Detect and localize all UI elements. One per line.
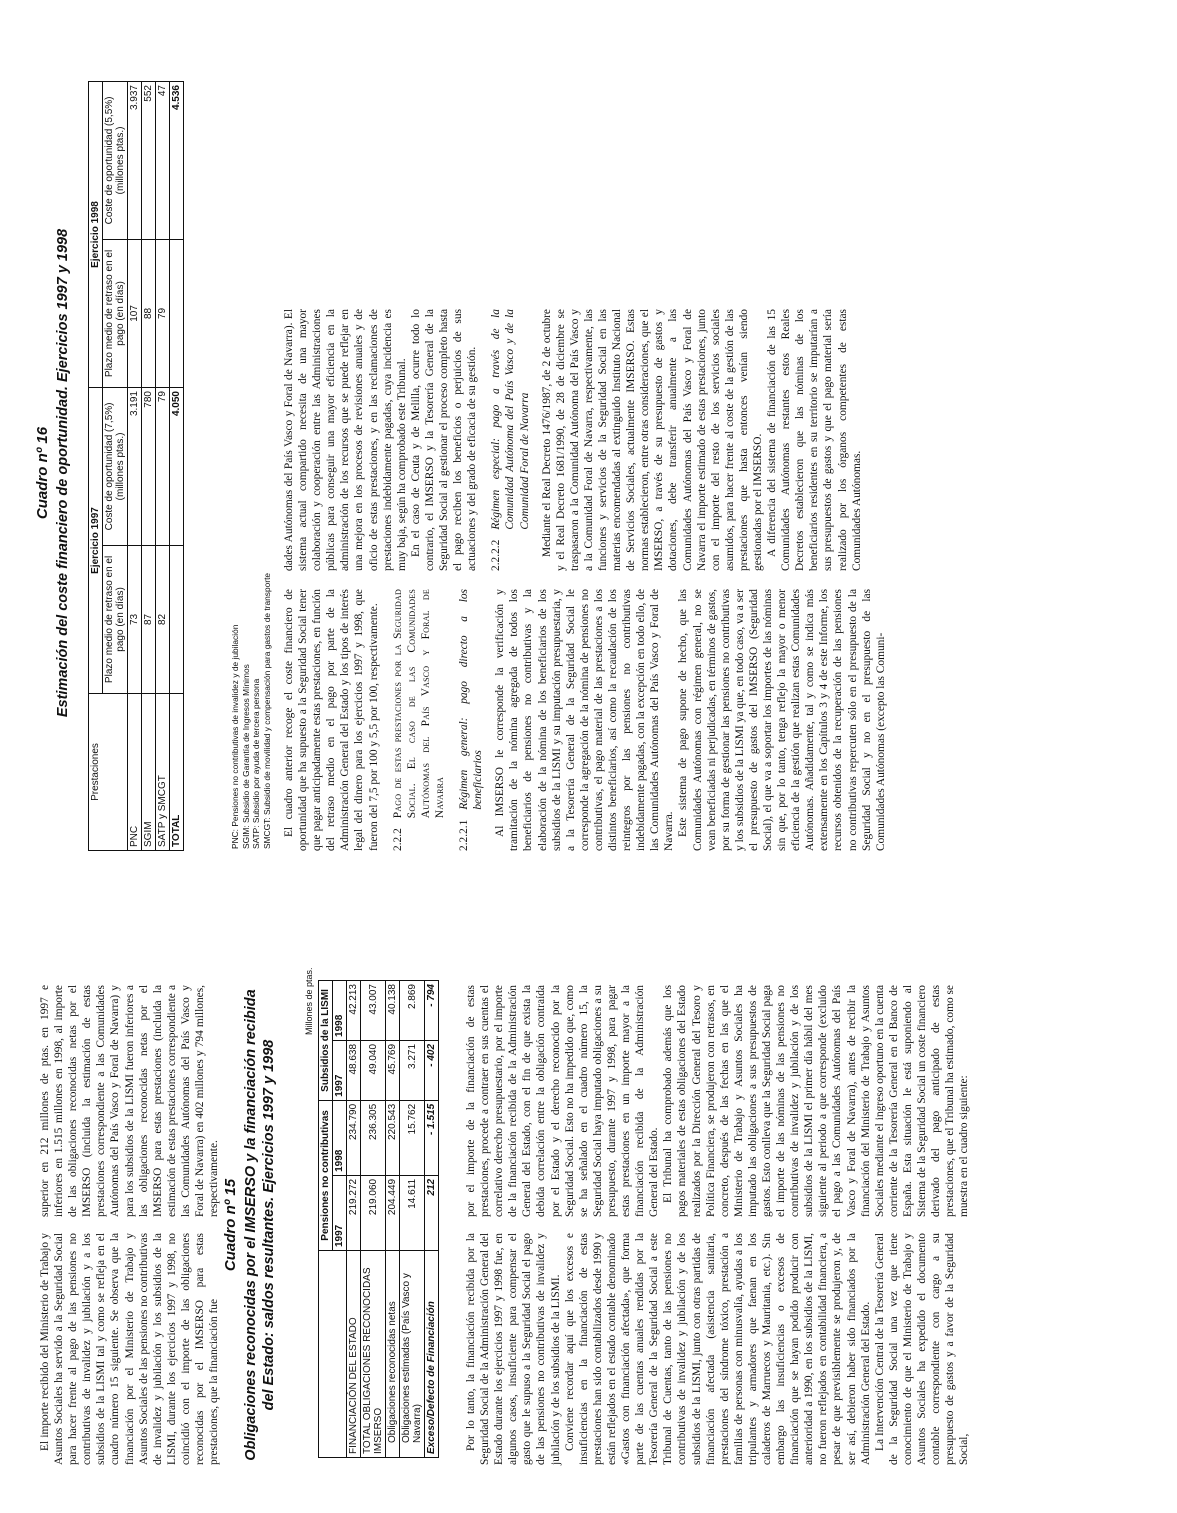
table-notes: PNC: Pensiones no contributivas de invalidez y de jubilación SGIM: Subsidio de Garantía de Ingresos Mínimos SATP: Subsidio por ayuda de tercera persona SMCGT: Subsidio de movilidad y compensación para gastos de transporte bbox=[230, 572, 272, 849]
text-column-1 bbox=[38, 1233, 221, 1465]
sub-header: Coste de oportunidad (5,5%) (millones ptas.) bbox=[103, 82, 128, 240]
group-header: Pensiones no contributivas bbox=[319, 1100, 333, 1250]
group-header: Ejercicio 1997 bbox=[89, 388, 103, 694]
paragraph: por el importe de la financiación de estas prestaciones, procede a contraer en sus cuentas el correlativo derecho presupuestario, por el importe de la financiación recibida de la Administración General del Estado, con el fin de que exista la debida correlación entre la obligación contraída por el Estado y el derecho reconocido por la Seguridad Social. Esto no ha impedido que, como se ha señalado en el cuadro número 15, la Seguridad Social haya imputado obligaciones a su presupuesto, durante 1997 y 1998, para pagar estas prestaciones en un importe mayor a la financiación recibida de la Administración General del Estado. bbox=[465, 985, 661, 1217]
cuadro15-table bbox=[318, 980, 439, 1458]
paragraph: El Tribunal ha comprobado además que los pagos materiales de estas obligaciones del Estado realizados por la Dirección General del Tesoro y Política Financiera, se produjeron con retrasos, en concreto, después de las fechas en las que el Ministerio de Trabajo y Asuntos Sociales ha imputado las obligaciones a sus presupuestos de gastos. Esto conlleva que la Seguridad Social paga el importe de las nóminas de las pensiones no contributivas de invalidez y jubilación y de los subsidios de la LISMI el primer día hábil del mes siguiente al periodo a que corresponde (excluido el pago a las Comunidades Autónomas del País Vasco y Foral de Navarra), antes de recibir la financiación del Ministerio de Trabajo y Asuntos Sociales mediante el ingreso oportuno en la cuenta corriente de la Tesorería General en el Banco de España. Esta situación le está suponiendo al Sistema de la Seguridad Social un coste financiero derivado del pago anticipado de estas prestaciones, que el Tribunal ha estimado, como se muestra en el cuadro siguiente: bbox=[662, 985, 971, 1217]
paragraph: Mediante el Real Decreto 1476/1987, de 2 de octubre y el Real Decreto 1681/1990, de 28 de diciembre se traspasaron a la Comunidad Autónoma del País Vasco y a la Comunidad Foral de Navarra, respectivamente, las funciones y servicios de la Seguridad Social en las materias encomendadas al extinguido Instituto Nacional de Servicios Sociales, actualmente IMSERSO. Estas normas establecieron, entre otras consideraciones, que el IMSERSO, a través de su presupuesto de gastos y dotaciones, debe transferir anualmente a las Comunidades Autónomas del País Vasco y Foral de Navarra el importe estimado de estas prestaciones, junto con el importe del resto de los servicios sociales asumidos, para hacer frente al coste de la gestión de las prestaciones que hasta entonces venían siendo gestionadas por el IMSERSO. bbox=[540, 309, 764, 571]
table-row: Obligaciones reconocidas netas 204.449 220.543 45.769 40.138 bbox=[386, 981, 400, 1458]
text-column-2b bbox=[464, 985, 971, 1217]
table-caption: Obligaciones reconocidas por el IMSERSO y la financiación recibida del Estado: saldos resultantes. Ejercicios 1997 y 1998 bbox=[243, 989, 277, 1461]
sub-header: Coste de oportunidad (7,5%) (millones ptas.) bbox=[103, 388, 128, 546]
year-header: 1998 bbox=[333, 1100, 347, 1175]
text-column-3 bbox=[282, 589, 888, 851]
year-header: 1998 bbox=[333, 981, 347, 1041]
table-number: Cuadro nº 16 bbox=[34, 426, 51, 520]
paragraph: superior en 212 millones de ptas. en 1997 e inferiores en 1.515 millones en 1998, al importe de las obligaciones reconocidas netas por el IMSERSO (incluida la estimación de estas prestaciones correspondiente a las Comunidades Autónomas del País Vasco y Foral de Navarra) y para los subsidios de la LISMI fueron inferiores a las obligaciones reconocidas netas por el IMSERSO para estas prestaciones (incluida la estimación de estas prestaciones correspondiente a las Comunidades Autónomas del País Vasco y Foral de Navarra) en 402 millones y 794 millones, respectivamente. bbox=[39, 985, 221, 1217]
text-column-4 bbox=[282, 309, 864, 571]
paragraph: A diferencia del sistema de financiación de las 15 Comunidades Autónomas restantes estos Reales Decretos establecieron que las nóminas de los beneficiarios residentes en su territorio se imputarían a sus presupuestos de gastos y que el pago material sería realizado por los órganos competentes de estas Comunidades Autónomas. bbox=[766, 309, 863, 571]
year-header: 1997 bbox=[333, 1040, 347, 1100]
sub-header: Plazo medio de retraso en el pago (en días) bbox=[103, 239, 128, 387]
paragraph: El importe recibido del Ministerio de Trabajo y Asuntos Sociales ha servido a la Seguridad Social para hacer frente al pago de las pensiones no contributivas de invalidez y jubilación y a los subsidios de la LISMI tal y como se refleja en el cuadro número 15 siguiente. Se observa que la financiación por el Ministerio de Trabajo y Asuntos Sociales de las pensiones no contributivas de invalidez y jubilación y los subsidios de la LISMI, durante los ejercicios 1997 y 1998, no coincidió con el importe de las obligaciones reconocidas por el IMSERSO para estas prestaciones, que la financiación fue bbox=[39, 1233, 221, 1465]
col-header: Prestaciones bbox=[89, 694, 128, 851]
units-label: Millones de ptas. bbox=[304, 967, 314, 1035]
paragraph: Al IMSERSO le corresponde la verificación y tramitación de la nómina agregada de todos los beneficiarios de pensiones no contributivas y la elaboración de la nómina de los beneficiarios de los subsidios de la LISMI y su imputación presupuestaria, y a la Tesorería General de la Seguridad Social le corresponde la agregación de la nómina de pensiones no contributivas, el pago material de las prestaciones a los distintos beneficiarios, así como la recaudación de los reintegros por las pensiones no contributivas indebidamente pagadas, con la excepción en todo ello, de las Comunidades Autónomas del País Vasco y Foral de Navarra. bbox=[494, 589, 676, 851]
subsection-heading: 2.2.2.1 Régimen general: pago directo a los beneficiarios bbox=[458, 589, 485, 851]
paragraph: Conviene recordar aquí que los excesos e insuficiencias en la financiación de estas prestaciones han sido contabilizados desde 1990 y están reflejados en el estado contable denominado «Gastos con financiación afectada», que forma parte de las cuentas anuales rendidas por la Tesorería General de la Seguridad Social a este Tribunal de Cuentas, tanto de las pensiones no contributivas de invalidez y jubilación y de los subsidios de la LISMI, junto con otras partidas de financiación afectada (asistencia sanitaria, prestaciones del síndrome tóxico, prestación a familias de personas con minusvalía, ayudas a los tripulantes y armadores que faenan en los caladeros de Marruecos y Mauritania, etc.). Sin embargo las insuficiencias o excesos de financiación que se hayan podido producir con anterioridad a 1990, en los subsidios de la LISMI, no fueron reflejados en contabilidad financiera, a pesar de que previsiblemente se produjeron y, de ser así, debieron haber sido financiados por la Administración General del Estado. bbox=[563, 1233, 872, 1465]
table-row-total: Exceso/Defecto de Financiación 212 - 1.515 - 402 - 794 bbox=[425, 981, 439, 1458]
table-row: Obligaciones estimadas (País Vasco y Navarra) 14.611 15.762 3.271 2.869 bbox=[400, 981, 425, 1458]
paragraph: El cuadro anterior recoge el coste financiero de oportunidad que ha supuesto a la Seguridad Social tener que pagar anticipadamente estas prestaciones, en función del retraso medio en el pago por parte de la Administración General del Estado y los tipos de interés legal del dinero para los ejercicios 1997 y 1998, que fueron del 7,5 por 100 y 5,5 por 100, respectivamente. bbox=[283, 589, 380, 851]
section-heading: 2.2.2 Pago de estas prestaciones por la Seguridad Social. El caso de las Comunidades Autónomas del País Vasco y Foral de Navarra bbox=[391, 589, 446, 851]
text-column-2 bbox=[38, 985, 221, 1217]
paragraph: Este sistema de pago supone de hecho, que las Comunidades Autónomas con régimen general, no se vean beneficiadas ni perjudicadas, en términos de gastos, por su forma de gestionar las pensiones no contributivas y los subsidios de la LISMI ya que, en todo caso, va a ser el presupuesto de gastos del IMSERSO (Seguridad Social), el que va a soportar los importes de las nóminas sin que, por lo tanto, tenga reflejo la mayor o menor eficiencia de la gestión que realizan estas Comunidades Autónomas. Añadidamente, tal y como se indica más extensamente en los Capítulos 3 y 4 de este Informe, los recursos obtenidos de la recuperación de las pensiones no contributivas repercuten sólo en el presupuesto de la Seguridad Social y no en el presupuesto de las Comunidades Autónomas (excepto las Comuni- bbox=[677, 589, 887, 851]
text-column-1b bbox=[464, 1233, 971, 1465]
table-row: TOTAL OBLIGACIONES RECONOCIDAS IMSERSO 219.060 236.305 49.040 43.007 bbox=[361, 981, 386, 1458]
year-header: 1997 bbox=[333, 1175, 347, 1250]
table-row: PNC 73 3.191 107 3.937 bbox=[128, 82, 142, 851]
group-header: Ejercicio 1998 bbox=[89, 82, 103, 388]
cuadro15-title bbox=[222, 985, 278, 1465]
table-row: SATP y SMCGT 82 79 79 47 bbox=[156, 82, 170, 851]
cuadro16-table bbox=[88, 81, 184, 851]
paragraph: dades Autónomas del País Vasco y Foral de Navarra). El sistema actual compartido necesita de una mayor colaboración y cooperación entre las Administraciones públicas para conseguir una mayor eficiencia en la administración de los recursos que se puede reflejar en una mejora en los procesos de revisiones anuales y de oficio de estas prestaciones, y en las reclamaciones de prestaciones indebidamente pagadas, cuya incidencia es muy baja, según ha comprobado este Tribunal. bbox=[283, 309, 408, 571]
group-header: Subsidios de la LISMI bbox=[319, 981, 333, 1101]
paragraph: Por lo tanto, la financiación recibida por la Seguridad Social de la Administración General del Estado durante los ejercicios 1997 y 1998 fue, en algunos casos, insuficiente para compensar el gasto que le supuso a la Seguridad Social el pago de las pensiones no contributivas de invalidez y jubilación y de los subsidios de la LISMI. bbox=[465, 1233, 562, 1465]
paragraph: En el caso de Ceuta y de Melilla, ocurre todo lo contrario, el IMSERSO y la Tesorería General de la Seguridad Social al gestionar el proceso completo hasta el pago reciben los beneficios o perjuicios de sus actuaciones y del grado de eficacia de su gestión. bbox=[409, 309, 479, 571]
table-caption: Estimación del coste financiero de oportunidad. Ejercicios 1997 y 1998 bbox=[55, 228, 71, 718]
table-row: SGIM 87 780 88 552 bbox=[142, 82, 156, 851]
table-number: Cuadro nº 15 bbox=[222, 1178, 239, 1272]
cuadro16-title bbox=[34, 73, 72, 873]
table-row-total: TOTAL 4.050 4.536 bbox=[170, 82, 184, 851]
table-row: FINANCIACIÓN DEL ESTADO 219.272 234.790 48.638 42.213 bbox=[347, 981, 361, 1458]
sub-header: Plazo medio de retraso en el pago (en días) bbox=[103, 545, 128, 693]
subsection-heading: 2.2.2.2 Régimen especial: pago a través de la Comunidad Autónoma del País Vasco y de la Comunidad Foral de Navarra bbox=[490, 309, 531, 571]
paragraph: La Intervención Central de la Tesorería General de la Seguridad Social una vez que tiene conocimiento de que el Ministerio de Trabajo y Asuntos Sociales ha expedido el documento contable correspondiente con cargo a su presupuesto de gastos y a favor de la Seguridad Social, bbox=[873, 1233, 971, 1465]
